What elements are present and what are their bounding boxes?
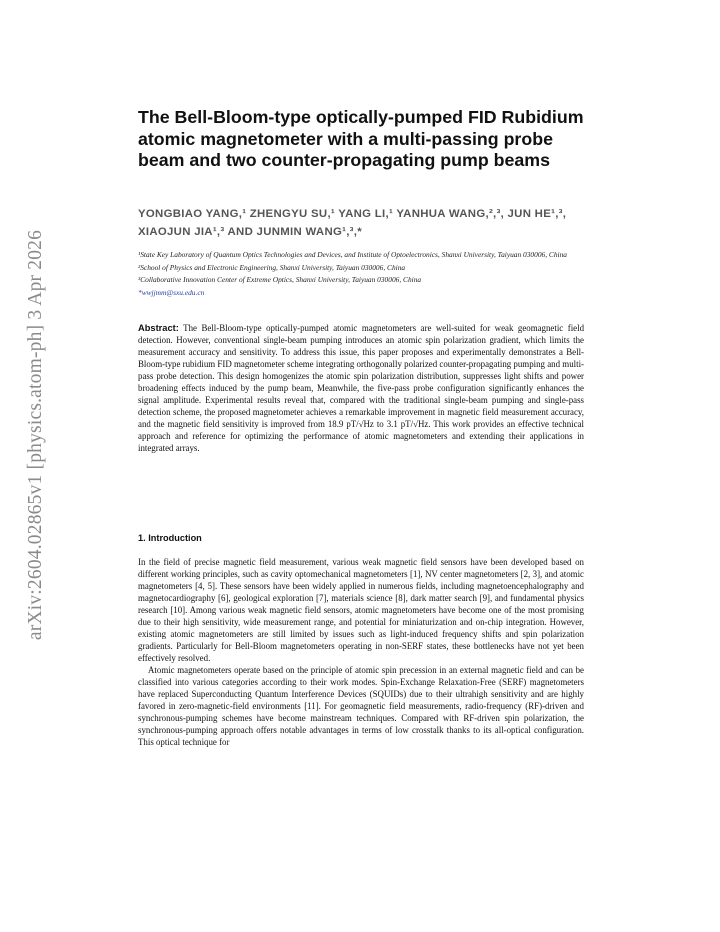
affiliation-1: ¹State Key Laboratory of Quantum Optics Technologies and Devices, and Institute of Optoelectronics, Shanxi University, Taiyuan 030006, China — [138, 250, 567, 259]
paragraph-1: In the field of precise magnetic field measurement, various weak magnetic field sensors have been developed based on different working principles, such as cavity optomechanical magnetometers [1], NV center magnetometers [2, 3], and atomic magnetometers [4, 5]. These sensors have been widely applied in numerous fields, including magnetoencephalography and magnetocardiography [6], geological exploration [7], materials science [8], dark matter search [9], and fundamental physics research [10]. Among various weak magnetic field sensors, atomic magnetometers have become one of the most promising due to their high sensitivity, wide measurement range, and potential for miniaturization and on-chip integration. However, existing atomic magnetometers are still limited by issues such as light-induced frequency shifts and spin polarization gradients. Particularly for Bell-Bloom magnetometers operating in non-SERF states, these bottlenecks have not yet been effectively resolved. — [138, 557, 584, 663]
affiliation-3: ³Collaborative Innovation Center of Extreme Optics, Shanxi University, Taiyuan 030006, China — [138, 275, 422, 285]
introduction-body — [138, 556, 584, 748]
affiliation-2: ²School of Physics and Electronic Engineering, Shanxi University, Taiyuan 030006, China — [138, 262, 406, 272]
arxiv-identifier: arXiv:2604.02865v1 [physics.atom-ph] 3 Apr 2026 — [25, 229, 47, 641]
arxiv-sidebar-stamp — [0, 200, 72, 670]
paper-title: The Bell-Bloom-type optically-pumped FID Rubidium atomic magnetometer with a multi-passing probe beam and two counter-propagating pump beams — [138, 107, 584, 170]
abstract-text: The Bell-Bloom-type optically-pumped atomic magnetometers are well-suited for weak geomagnetic field detection. However, conventional single-beam pumping introduces an atomic spin polarization gradient, which limits the measurement accuracy and sensitivity. To address this issue, this paper proposes and experimentally demonstrates a Bell-Bloom-type rubidium FID magnetometer scheme integrating orthogonally polarized counter-propagating pumping and multi-pass probe detection. This design homogenizes the atomic spin polarization distribution, suppresses light shifts and power broadening effects induced by the pump beam, Meanwhile, the five-pass probe configuration significantly enhances the signal amplitude. Experimental results reveal that, compared with the traditional single-beam pumping and single-pass detection scheme, the proposed magnetometer achieves a remarkable improvement in magnetic field measurement accuracy, and the magnetic field sensitivity is improved from 18.9 pT/√Hz to 3.1 pT/√Hz. This work provides an effective technical approach and reference for optimizing the performance of atomic magnetometers and extending their applications in integrated arrays. — [138, 323, 585, 453]
affiliations — [138, 249, 584, 299]
corresponding-email[interactable]: *wwjjmm@sxu.edu.cn — [138, 287, 205, 297]
abstract — [138, 322, 584, 454]
abstract-label: Abstract: — [138, 323, 179, 333]
section-heading-introduction: 1. Introduction — [138, 533, 202, 543]
author-list: YONGBIAO YANG,¹ ZHENGYU SU,¹ YANG LI,¹ YANHUA WANG,²,³, JUN HE¹,³, XIAOJUN JIA¹,³ AND JUNMIN WANG¹,³,* — [138, 208, 567, 238]
paragraph-2: Atomic magnetometers operate based on the principle of atomic spin precession in an external magnetic field and can be classified into various categories according to their work modes. Spin-Exchange Relaxation-Free (SERF) magnetometers have replaced Superconducting Quantum Interference Devices (SQUIDs) due to their ultrahigh sensitivity and are highly favored in zero-magnetic-field environments [11]. For geomagnetic field measurements, radio-frequency (RF)-driven and synchronous-pumping schemes have become mainstream techniques. Compared with RF-driven spin polarization, the synchronous-pumping approach offers notable advantages in terms of low crosstalk thanks to its all-optical configuration. This optical technique for — [138, 665, 584, 747]
